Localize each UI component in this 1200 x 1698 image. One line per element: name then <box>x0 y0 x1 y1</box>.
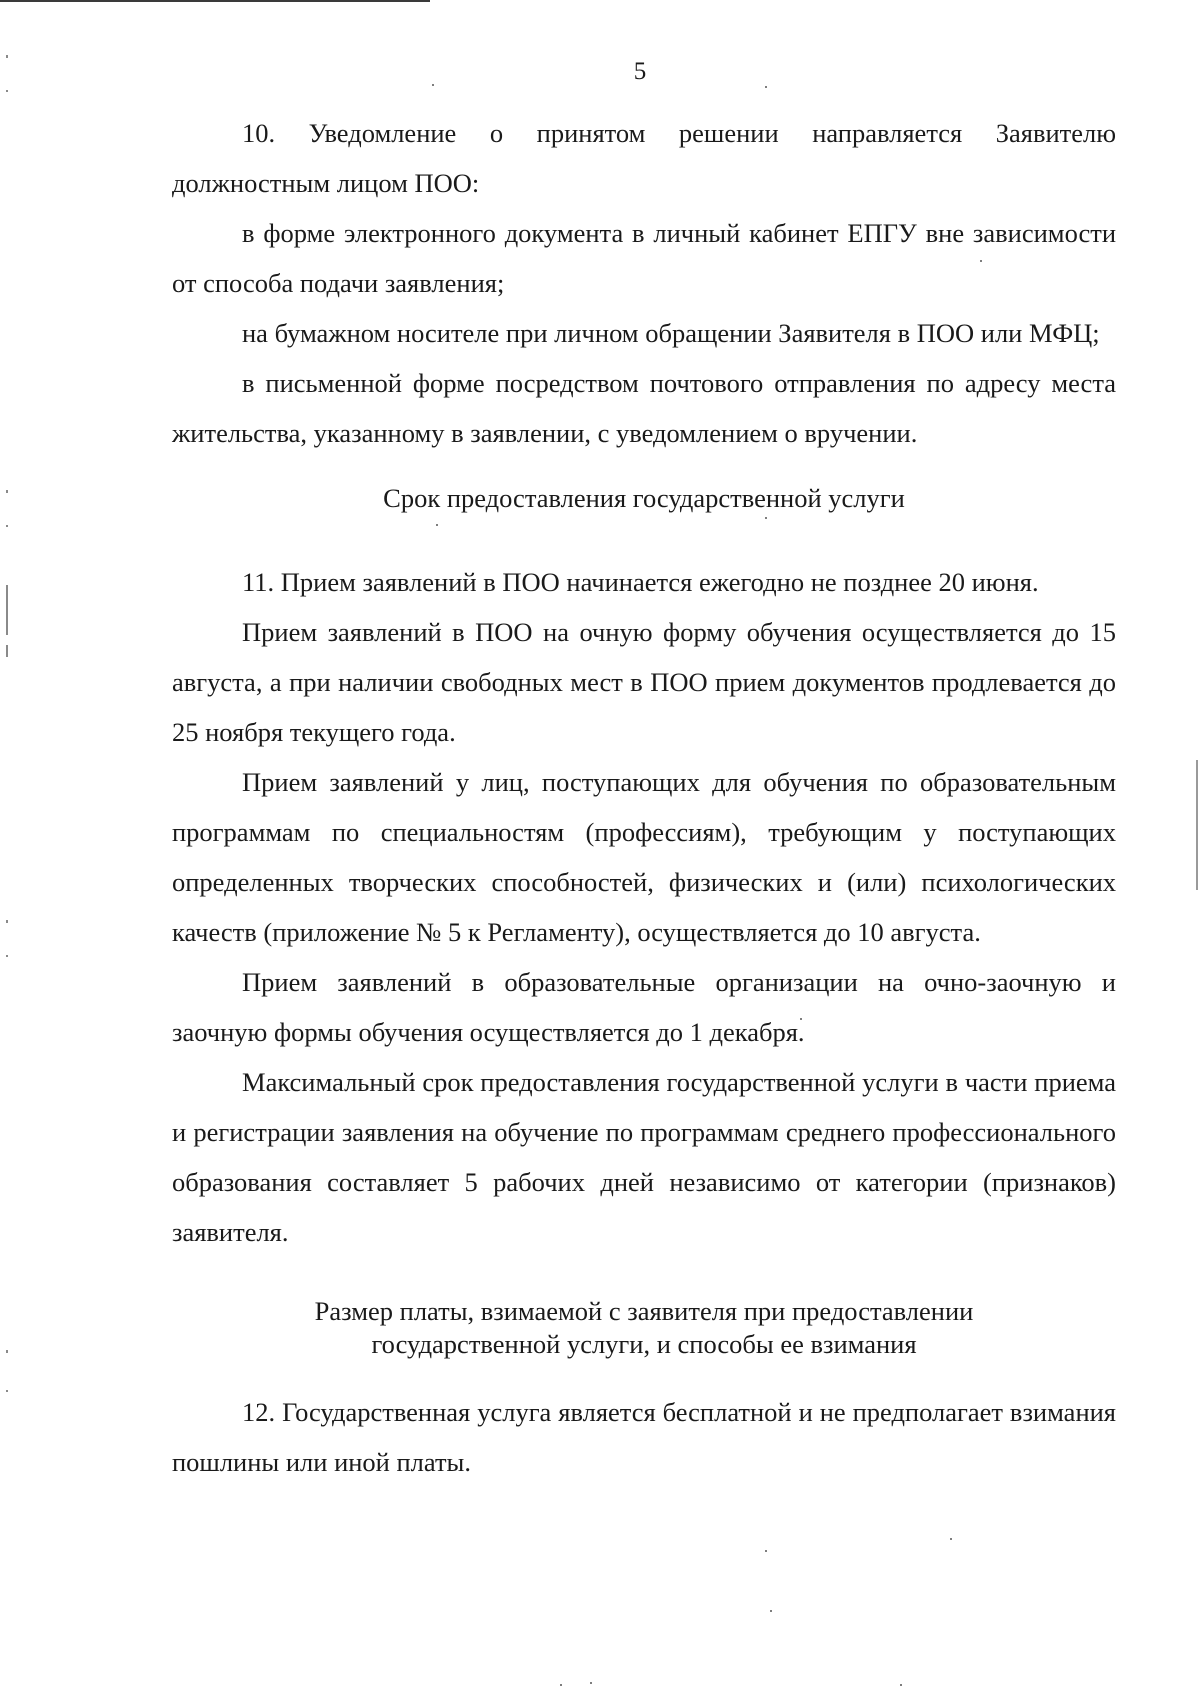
section-heading-fee <box>172 1295 1116 1361</box>
paragraph: Прием заявлений в ПОО на очную форму обучения осуществляется до 15 августа, а при наличии свободных мест в ПОО прием документов продлевается до 25 ноября текущего года. <box>172 617 1116 747</box>
scan-speck <box>950 1538 952 1540</box>
scan-artifact-right-line <box>1196 760 1198 890</box>
scan-speck <box>590 1682 592 1684</box>
scan-artifact-top-line <box>0 0 430 2</box>
paragraph: в форме электронного документа в личный кабинет ЕПГУ вне зависимости от способа подачи заявления; <box>172 218 1116 298</box>
paragraph: 10. Уведомление о принятом решении направляется Заявителю должностным лицом ПОО: <box>172 118 1116 198</box>
paragraph: Прием заявлений у лиц, поступающих для обучения по образовательным программам по специальностям (профессиям), требующим у поступающих определенных творческих способностей, физических и (или) психологических качеств (приложение № 5 к Регламенту), осуществляется до 10 августа. <box>172 767 1116 947</box>
document-body <box>172 108 1116 1487</box>
scan-speck <box>765 86 767 88</box>
section-heading-fee-line2: государственной услуги, и способы ее взимания <box>371 1329 917 1359</box>
paragraph: Максимальный срок предоставления государственной услуги в части приема и регистрации заявления на обучение по программам среднего профессионального образования составляет 5 рабочих дней независимо от категории (признаков) заявителя. <box>172 1067 1116 1247</box>
section-heading-term: Срок предоставления государственной услуги <box>383 483 905 513</box>
scan-speck <box>900 1684 902 1686</box>
page-number: 5 <box>633 58 647 85</box>
scan-artifact-left-edge <box>0 0 14 1698</box>
section-heading-fee-line1: Размер платы, взимаемой с заявителя при предоставлении <box>314 1296 974 1326</box>
paragraph: Прием заявлений в образовательные организации на очно-заочную и заочную формы обучения осуществляется до 1 декабря. <box>172 967 1116 1047</box>
paragraph: 11. Прием заявлений в ПОО начинается ежегодно не позднее 20 июня. <box>242 567 1039 597</box>
scan-speck <box>560 1684 562 1686</box>
paragraph: 12. Государственная услуга является бесплатной и не предполагает взимания пошлины или иной платы. <box>172 1397 1116 1477</box>
scan-speck <box>770 1610 772 1612</box>
paragraph: на бумажном носителе при личном обращении Заявителя в ПОО или МФЦ; <box>242 318 1100 348</box>
scan-speck <box>765 1550 767 1552</box>
paragraph: в письменной форме посредством почтового отправления по адресу места жительства, указанному в заявлении, с уведомлением о вручении. <box>172 368 1116 448</box>
